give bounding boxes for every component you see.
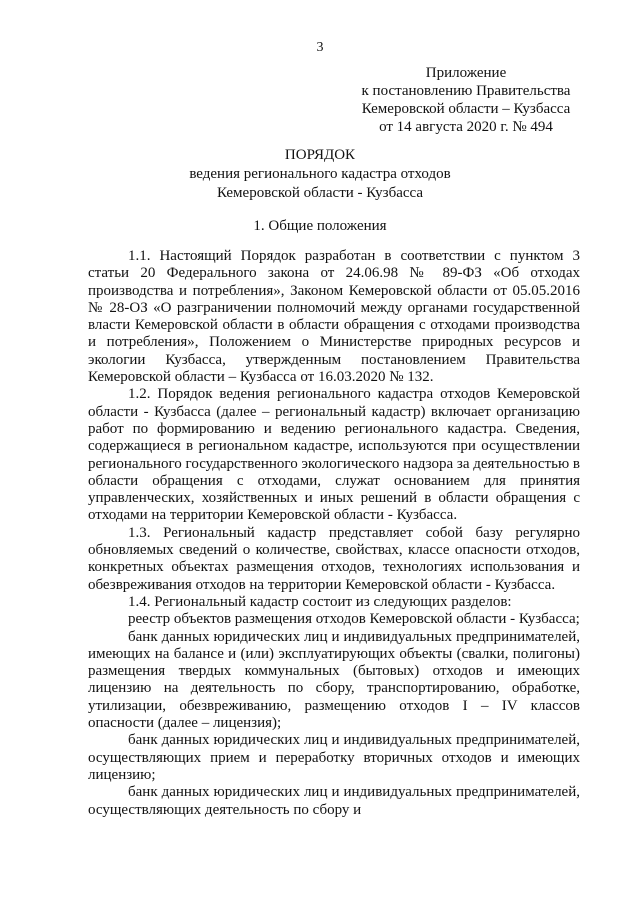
appendix-block [336,64,596,136]
paragraph: 1.4. Региональный кадастр состоит из следующих разделов: [128,593,512,610]
paragraph: 1.2. Порядок ведения регионального кадастра отходов Кемеровской области - Кузбасса (далее – региональный кадастр) включает организацию работ по формированию и ведению регионального кадастра. Сведения, содержащиеся в региональном кадастре, используются при осуществлении регионального государственного экологического надзора за деятельностью в области обращения с отходами, служат основанием для принятия управленческих, хозяйственных и иных решений в области обращения с отходами на территории Кемеровской области - Кузбасса. [88,386,580,524]
list-item: банк данных юридических лиц и индивидуальных предпринимателей, имеющих на балансе и (или) эксплуатирующих объекты (свалки, полигоны) размещения твердых коммунальных (бытовых) отходов и имеющих лицензию на деятельность по сбору, транспортированию, обработке, утилизации, обезвреживанию, размещению отходов I – IV классов опасности (далее – лицензия); [88,628,580,732]
page-number: 3 [316,40,324,55]
appendix-line: Кемеровской области – Кузбасса [361,101,571,117]
title-line: ведения регионального кадастра отходов [189,166,451,182]
document-title [0,146,640,203]
body-text [88,248,580,819]
appendix-line: Приложение [425,65,507,81]
paragraph: 1.1. Настоящий Порядок разработан в соответствии с пунктом 3 статьи 20 Федерального закона от 24.06.98 № 89-ФЗ «Об отходах производства и потребления», Законом Кемеровской области от 05.05.2016 № 28-ОЗ «О разграничении полномочий между органами государственной власти Кемеровской области в области обращения с отходами производства и потребления», Положением о Министерстве природных ресурсов и экологии Кузбасса, утвержденным постановлением Правительства Кемеровской области – Кузбасса от 16.03.2020 № 132. [88,248,580,386]
list-item: банк данных юридических лиц и индивидуальных предпринимателей, осуществляющих деятельность по сбору и [88,784,580,818]
paragraph: 1.3. Региональный кадастр представляет собой базу регулярно обновляемых сведений о количестве, свойствах, классе опасности отходов, конкретных объектах размещения отходов, технологиях использования и обезвреживания отходов на территории Кемеровской области - Кузбасса. [88,524,580,593]
title-heading: ПОРЯДОК [284,147,356,163]
appendix-line: от 14 августа 2020 г. № 494 [379,119,553,135]
appendix-line: к постановлению Правительства [361,83,571,99]
section-heading: 1. Общие положения [253,218,387,234]
list-item: банк данных юридических лиц и индивидуальных предпринимателей, осуществляющих прием и переработку вторичных отходов и имеющих лицензию; [88,732,580,783]
title-line: Кемеровской области - Кузбасса [216,185,424,201]
list-item: реестр объектов размещения отходов Кемеровской области - Кузбасса; [128,611,580,628]
